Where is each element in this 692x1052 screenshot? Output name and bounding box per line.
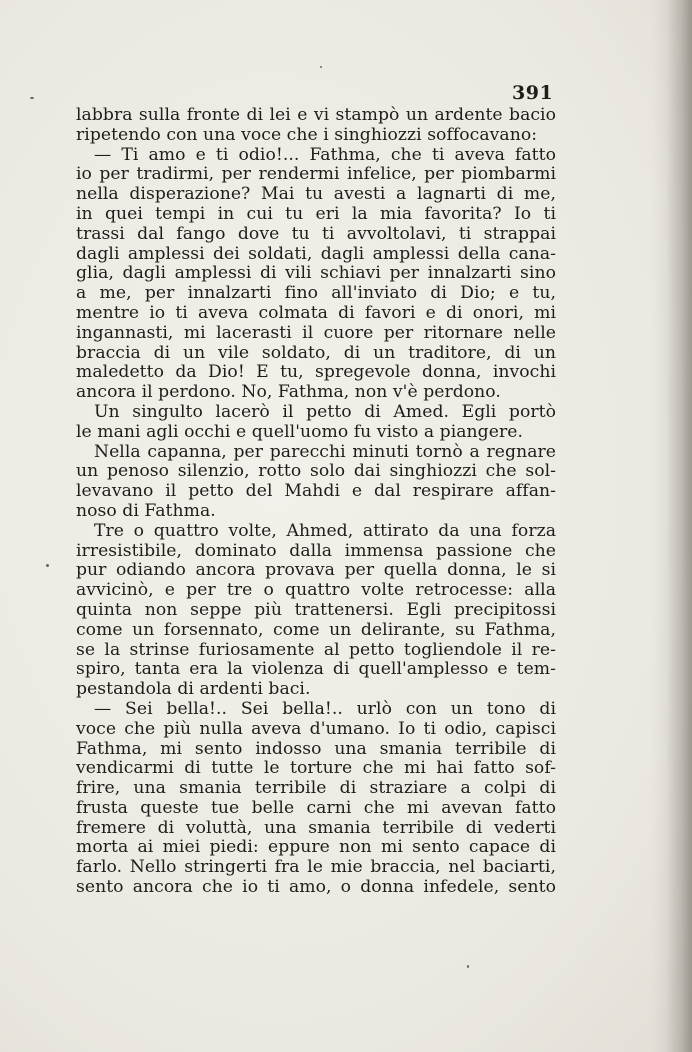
text-line: in quei tempi in cui tu eri la mia favorita? Io ti <box>76 203 556 224</box>
text-line: braccia di un vile soldato, di un traditore, di un <box>76 342 556 363</box>
text-line: dagli amplessi dei soldati, dagli amplessi della cana- <box>76 243 556 264</box>
body-text <box>76 106 556 898</box>
text-line: spiro, tanta era la violenza di quell'amplesso e tem- <box>76 659 556 680</box>
text-line: — Sei bella!.. Sei bella!.. urlò con un tono di <box>94 698 556 719</box>
text-line: noso di Fathma. <box>76 500 216 521</box>
text-line: Nella capanna, per parecchi minuti tornò a regnare <box>94 441 556 462</box>
text-line: voce che più nulla aveva d'umano. Io ti odio, capisci <box>76 718 556 739</box>
text-line: frusta queste tue belle carni che mi avevan fatto <box>76 797 556 818</box>
text-line: Fathma, mi sento indosso una smania terribile di <box>76 738 556 759</box>
text-line: Tre o quattro volte, Ahmed, attirato da una forza <box>94 520 556 541</box>
text-line: quinta non seppe più trattenersi. Egli precipitossi <box>76 599 556 620</box>
text-line: a me, per innalzarti fino all'inviato di Dio; e tu, <box>76 283 556 304</box>
text-line: ripetendo con una voce che i singhiozzi soffocavano: <box>76 124 538 145</box>
text-line: io per tradirmi, per rendermi infelice, per piombarmi <box>76 164 556 185</box>
text-line: — Ti amo e ti odio!... Fathma, che ti aveva fatto <box>94 144 556 165</box>
paper-speck <box>46 564 49 567</box>
page-edge-shadow <box>666 0 692 1052</box>
text-line: sento ancora che io ti amo, o donna infedele, sento <box>76 877 556 898</box>
text-line: labbra sulla fronte di lei e vi stampò un ardente bacio <box>76 105 556 125</box>
text-line: maledetto da Dio! E tu, spregevole donna, invochi <box>76 362 556 383</box>
text-line: pestandola di ardenti baci. <box>76 679 311 700</box>
text-line: un penoso silenzio, rotto solo dai singhiozzi che sol- <box>76 461 556 482</box>
paper-speck <box>30 97 34 99</box>
text-line: come un forsennato, come un delirante, su Fathma, <box>76 619 556 640</box>
text-line: ingannasti, mi lacerasti il cuore per ritornare nelle <box>76 322 556 343</box>
text-line: se la strinse furiosamente al petto togliendole il re- <box>76 639 556 660</box>
text-line: irresistibile, dominato dalla immensa passione che <box>76 540 556 561</box>
text-line: nella disperazione? Mai tu avesti a lagnarti di me, <box>76 184 556 205</box>
text-line: trassi dal fango dove tu ti avvoltolavi, ti strappai <box>76 223 556 244</box>
text-line: fremere di voluttà, una smania terribile di vederti <box>76 817 556 838</box>
text-line: levavano il petto del Mahdi e dal respirare affan- <box>76 481 556 502</box>
text-line: glia, dagli amplessi di vili schiavi per innalzarti sino <box>76 263 556 284</box>
text-line: morta ai miei piedi: eppure non mi sento capace di <box>76 837 556 858</box>
page-number: 391 <box>512 82 554 104</box>
text-line: avvicinò, e per tre o quattro volte retrocesse: alla <box>76 580 556 601</box>
text-line: frire, una smania terribile di straziare a colpi di <box>76 778 556 799</box>
paper-speck <box>467 965 469 968</box>
text-line: pur odiando ancora provava per quella donna, le si <box>76 560 556 581</box>
paper-speck <box>320 66 322 68</box>
text-line: farlo. Nello stringerti fra le mie braccia, nel baciarti, <box>76 857 556 878</box>
text-line: mentre io ti aveva colmata di favori e di onori, mi <box>76 302 556 323</box>
text-line: vendicarmi di tutte le torture che mi hai fatto sof- <box>76 758 556 779</box>
text-line: le mani agli occhi e quell'uomo fu visto a piangere. <box>76 421 523 442</box>
text-line: ancora il perdono. No, Fathma, non v'è perdono. <box>76 382 501 403</box>
text-line: Un singulto lacerò il petto di Amed. Egli portò <box>94 401 556 422</box>
